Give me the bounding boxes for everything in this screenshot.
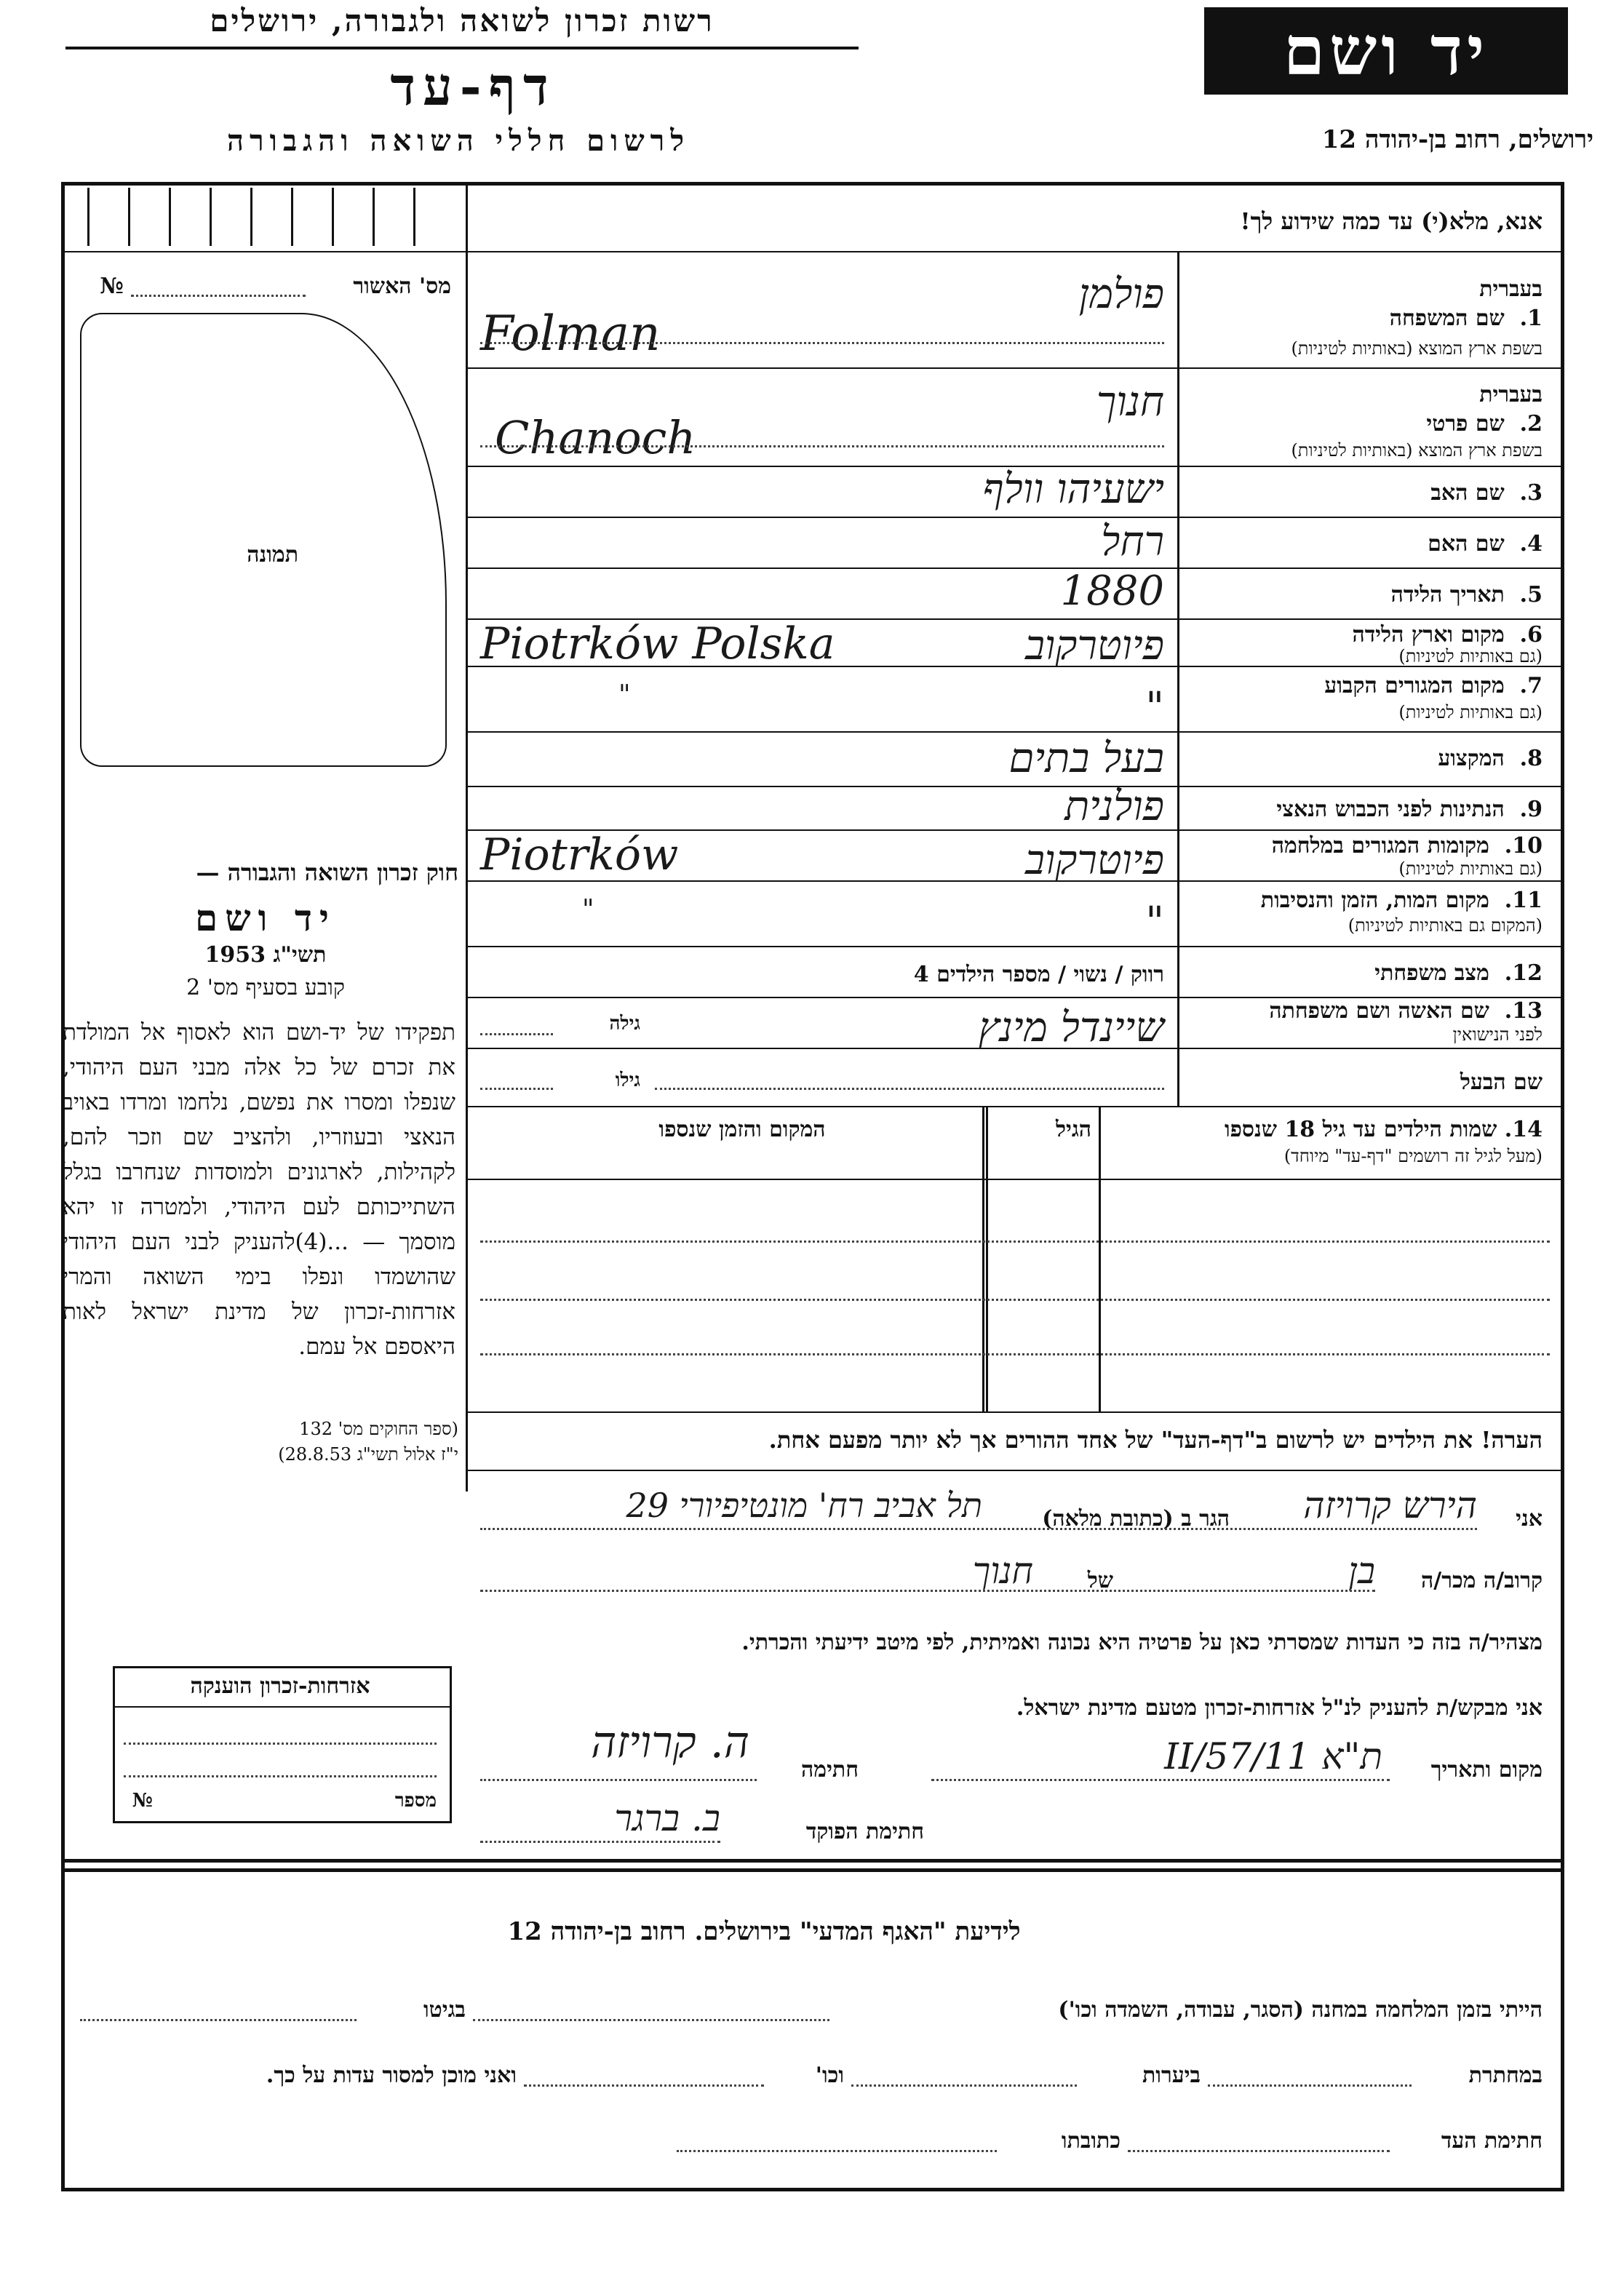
signature-label: חתימה <box>801 1757 859 1783</box>
photo-area <box>80 313 447 767</box>
residence-latin[interactable]: " <box>618 680 631 710</box>
birth-place-latin[interactable]: Piotrków Polska <box>480 618 835 669</box>
death-place-hebrew[interactable]: " <box>1145 899 1164 946</box>
child-row-line[interactable] <box>480 1353 1550 1355</box>
child-row-line[interactable] <box>480 1240 1550 1243</box>
yad-vashem-logo: יד ושם <box>1204 7 1568 95</box>
first-name-hebrew[interactable]: חנוך <box>1096 378 1164 426</box>
field-6-sub: (גם באותיות לטיניות) <box>1398 646 1543 666</box>
field-11-sub: (המקום גם באותיות לטיניות) <box>1348 915 1543 936</box>
citizenship-box-rule <box>113 1706 451 1708</box>
field-12-label: 12. מצב משפחתי <box>1374 960 1543 986</box>
column-divider <box>466 182 468 1492</box>
children-place-header: המקום והזמן שנספו <box>658 1117 826 1142</box>
footer-camp-line[interactable] <box>473 2019 829 2021</box>
field-2-label: 2. שם פרטי <box>1426 411 1543 437</box>
place-date-line <box>931 1779 1390 1781</box>
row-line <box>466 1106 1564 1107</box>
birth-date[interactable]: 1880 <box>1060 567 1164 615</box>
wife-age-label: גילה <box>609 1013 640 1035</box>
header-rule <box>65 47 859 49</box>
organization-name: רשות זכרון לשואה ולגבורה, ירושלים <box>210 3 715 39</box>
field-5-label: 5. תאריך הלידה <box>1390 582 1543 608</box>
field-5-label-text: תאריך הלידה <box>1390 582 1505 608</box>
field-11-label-text: מקום המות, הזמן והנסיבות <box>1260 888 1489 913</box>
row-line <box>466 731 1564 733</box>
nationality[interactable]: פולנית <box>1064 783 1164 830</box>
field-2-label-text: שם פרטי <box>1426 411 1505 437</box>
children-col-divider <box>982 1106 984 1411</box>
decl-i: אני <box>1516 1506 1543 1532</box>
citizenship-line[interactable] <box>124 1743 437 1745</box>
field-2-hint: בעברית <box>1479 382 1543 407</box>
witness-address-line[interactable] <box>677 2150 997 2152</box>
field-9-label-text: הנתינות לפני הכבוש הנאצי <box>1276 797 1505 822</box>
approval-no-mark: № <box>100 274 124 299</box>
field-14-label-text: שמות הילדים עד גיל 18 שנספו <box>1224 1117 1497 1142</box>
declarant-address[interactable]: תל אביב רח' מונטיפיורי 29 <box>626 1486 982 1525</box>
citizenship-line[interactable] <box>124 1775 437 1777</box>
father-name[interactable]: ישעיהו וולף <box>982 466 1164 513</box>
row-line <box>466 1179 1564 1180</box>
field-14-label: 14. שמות הילדים עד גיל 18 שנספו <box>1224 1117 1543 1142</box>
footer-ghetto-label: בגיטו <box>423 1997 466 2023</box>
field-3-label: 3. שם האב <box>1430 480 1543 506</box>
signature-line <box>480 1779 757 1781</box>
law-clause: קובע בסעיף מס' 2 <box>186 975 345 1000</box>
decl-line <box>480 1590 1375 1592</box>
field-3-label-text: שם האב <box>1430 480 1505 506</box>
page-title: דף-עד <box>390 55 556 117</box>
approval-tick-boxes <box>87 188 451 246</box>
divider <box>61 251 1564 252</box>
page-subtitle: לרשום חללי השואה והגבורה <box>226 124 690 158</box>
first-name-latin[interactable]: Chanoch <box>495 411 696 464</box>
decl-line <box>480 1528 1477 1530</box>
section-divider <box>61 1868 1564 1872</box>
field-7-sub: (גם באותיות לטיניות) <box>1398 702 1543 722</box>
husband-label: שם הבעל <box>1460 1070 1543 1095</box>
row-line <box>466 1411 1564 1413</box>
mother-name[interactable]: רחל <box>1101 518 1164 565</box>
footer-forests-label: ביערות <box>1142 2063 1201 2088</box>
field-1-label: 1. שם המשפחה <box>1389 306 1543 331</box>
witness-signature-label: חתימת העד <box>1441 2128 1543 2154</box>
footer-underground-line[interactable] <box>1208 2084 1412 2087</box>
law-text: תפקידו של יד-ושם הוא לאסוף אל המולדת את זכרם של כל אלה מבני העם היהודי, שנפלו ומסרו את נפשם, נלחמו ומרדו באויב הנאצי ובעוזריו, ולהציב שם וזכר להם, לקהילות, לארגונים ולמוסדות שנחרבו בגלל השתייכותם לעם היהודי, ולמטרה זו יהא מוסמך — ...(4)להעניק לבני העם היהודי שהושמדו ונפלו בימי השואה והמרי אזרחות-זכרון של מדינת ישראל לאות היאספם אל עמם. <box>63 1019 455 1360</box>
field-10-label-text: מקומות המגורים במלחמה <box>1271 833 1489 859</box>
official-signature-line <box>480 1841 720 1843</box>
decl-relation-label: קרוב/ה מכר/ה <box>1421 1568 1543 1593</box>
child-row-line[interactable] <box>480 1299 1550 1301</box>
footer-testify-label: ואני מוכן למסור עדות על כך. <box>266 2063 517 2088</box>
wife-name[interactable]: שיינדל מינץ <box>978 1004 1164 1051</box>
row-line <box>466 946 1564 947</box>
witness-address-label: כתובתו <box>1061 2128 1121 2154</box>
witness-signature-line[interactable] <box>1128 2150 1390 2152</box>
footer-etc-line[interactable] <box>524 2084 764 2087</box>
wartime-residence-latin[interactable]: Piotrków <box>480 829 679 880</box>
husband-age-label: גילו <box>615 1070 640 1091</box>
section-divider <box>61 1859 1564 1863</box>
field-7-label-text: מקום המגורים הקבוע <box>1324 673 1505 698</box>
footer-underground-label: במחתרת <box>1468 2063 1543 2088</box>
field-4-label: 4. שם האם <box>1428 531 1543 557</box>
law-year: תשי"ג 1953 <box>204 942 327 968</box>
row-line <box>466 367 1564 369</box>
field-10-sub: (גם באותיות לטיניות) <box>1398 859 1543 879</box>
field-4-label-text: שם האם <box>1428 531 1505 557</box>
row-line <box>466 1470 1564 1471</box>
field-1-underline <box>480 342 1164 344</box>
field-1-sub: בשפת ארץ המוצא (באותיות לטיניות) <box>1291 338 1543 359</box>
label-column-divider <box>1177 251 1179 1106</box>
marital-status[interactable]: רווק / נשוי / מספר הילדים 4 <box>913 962 1164 987</box>
declarant-name[interactable]: הירש קרויזה <box>1303 1484 1477 1526</box>
decl-address-label: הגר ב (כתובת מלאה) <box>1042 1506 1230 1532</box>
field-8-label: 8. המקצוע <box>1438 746 1543 771</box>
photo-label: תמונה <box>247 542 298 567</box>
law-reference-1: (ספר החוקים מס' 132 <box>299 1419 458 1439</box>
header-address: ירושלים, רחוב בן-יהודה 12 <box>1321 125 1593 154</box>
place-date[interactable]: ת"א 11/II/57 <box>1164 1735 1382 1777</box>
citizenship-no-mark: № <box>132 1790 153 1812</box>
birth-place-hebrew[interactable]: פיוטרקוב <box>1025 622 1164 669</box>
field-2-sub: בשפת ארץ המוצא (באותיות לטיניות) <box>1291 440 1543 461</box>
field-11-label: 11. מקום המות, הזמן והנסיבות <box>1260 888 1543 913</box>
declarant-relation[interactable]: בן <box>1348 1550 1375 1592</box>
field-6-label-text: מקום וארץ הלידה <box>1352 622 1505 648</box>
field-13-sub: לפני הנישואין <box>1452 1024 1543 1045</box>
instruction-text: אנא, מלא(י) עד כמה שידוע לך! <box>1240 207 1543 235</box>
decl-statement: מצהיר/ה בזה כי העדות שמסרתי כאן על פרטיה היא נכונה ואמיתית, לפי מיטב ידיעתי והכרתי. <box>741 1630 1543 1655</box>
citizenship-box-title: אזרחות-זכרון הוענקה <box>190 1673 370 1699</box>
official-signature[interactable]: ב. ברגר <box>614 1797 720 1839</box>
citizenship-number-label: מספר <box>394 1790 437 1812</box>
field-1-label-text: שם המשפחה <box>1389 306 1505 331</box>
wife-age-line[interactable] <box>480 1033 553 1035</box>
field-13-label: 13. שם האשה ושם משפחתה <box>1269 998 1543 1024</box>
approval-number-line[interactable] <box>131 295 306 297</box>
footer-ghetto-line[interactable] <box>80 2019 357 2021</box>
husband-age-line[interactable] <box>480 1088 553 1090</box>
footer-forests-line[interactable] <box>851 2084 1077 2087</box>
law-name: יד ושם <box>195 896 336 939</box>
residence-hebrew[interactable]: " <box>1145 684 1164 731</box>
declarant-signature[interactable]: ה. קרויזה <box>591 1717 749 1768</box>
field-1-hint: בעברית <box>1479 276 1543 302</box>
approval-number-label: מס' האשור <box>353 274 451 299</box>
decl-of-label: של <box>1087 1568 1113 1593</box>
husband-name-line[interactable] <box>655 1088 1164 1090</box>
family-name-hebrew[interactable]: פולמן <box>1078 271 1164 318</box>
victim-name-ref[interactable]: חנוך <box>972 1550 1033 1592</box>
death-place-latin[interactable]: " <box>582 895 594 925</box>
field-12-label-text: מצב משפחתי <box>1374 960 1489 986</box>
footer-heading: לידיעת "האגף המדעי" בירושלים. רחוב בן-יהודה 12 <box>507 1917 1021 1946</box>
field-2-underline <box>480 445 1164 447</box>
footer-line-1: הייתי בזמן המלחמה במחנה (הסגר, עבודה, השמדה וכו') <box>1058 1997 1543 2023</box>
children-age-header: הגיל <box>1055 1117 1091 1142</box>
footer-etc-label: וכו' <box>815 2063 844 2088</box>
note-text: הערה! את הילדים יש לרשום ב"דף-העד" של אחד ההורים אך לא יותר מפעם אחת. <box>768 1426 1543 1454</box>
law-title: חוק זכרון השואה והגבורה — <box>196 859 458 886</box>
family-name-latin[interactable]: Folman <box>480 306 661 362</box>
field-8-label-text: המקצוע <box>1438 746 1505 771</box>
field-14-sub: (מעל לגיל זה רושמים "דף-עד" מיוחד) <box>1283 1146 1543 1166</box>
place-date-label: מקום ותאריך <box>1430 1757 1543 1783</box>
children-col-divider <box>1099 1106 1101 1411</box>
field-7-label: 7. מקום המגורים הקבוע <box>1324 673 1543 698</box>
official-signature-label: חתימת הפוקד <box>805 1819 924 1844</box>
profession[interactable]: בעל בתים <box>1008 735 1164 782</box>
field-6-label: 6. מקום וארץ הלידה <box>1352 622 1543 648</box>
children-col-divider <box>986 1106 988 1411</box>
decl-request: אני מבקש/ת להעניק לנ"ל אזרחות-זכרון מטעם מדינת ישראל. <box>1016 1695 1543 1721</box>
field-10-label: 10. מקומות המגורים במלחמה <box>1271 833 1543 859</box>
wartime-residence-hebrew[interactable]: פיוטרקוב <box>1025 837 1164 884</box>
field-9-label: 9. הנתינות לפני הכבוש הנאצי <box>1276 797 1543 822</box>
law-reference-2: י"ז אלול תשי"ג 28.8.53) <box>278 1444 458 1465</box>
field-13-label-text: שם האשה ושם משפחתה <box>1269 998 1489 1024</box>
